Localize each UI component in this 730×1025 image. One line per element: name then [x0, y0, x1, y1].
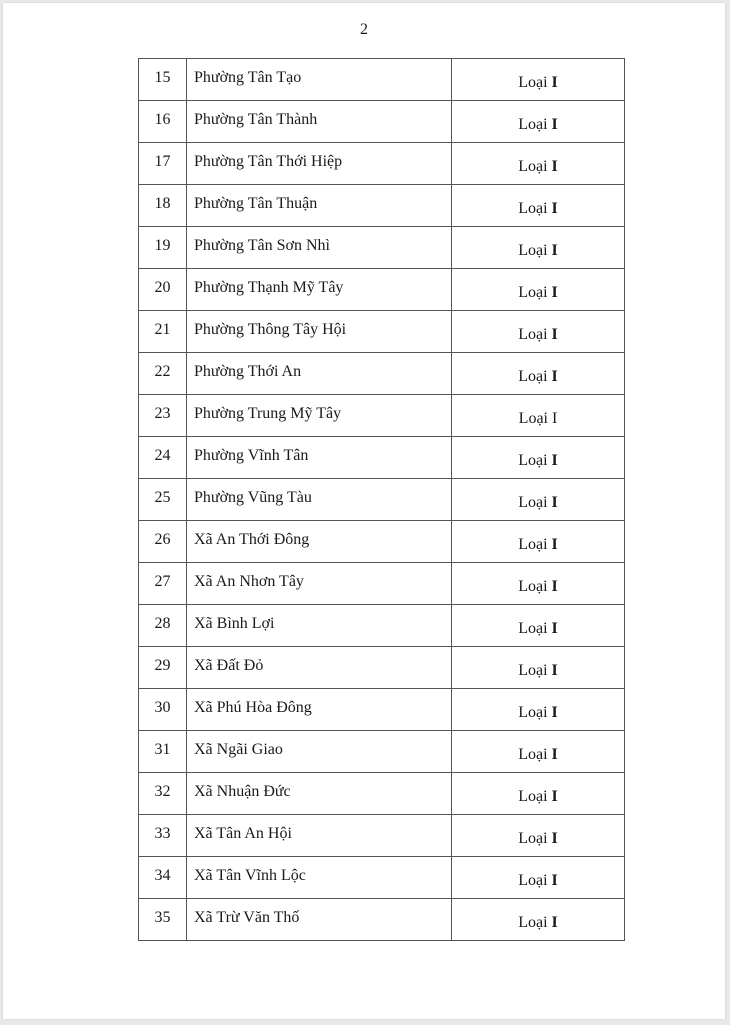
classification-word: Loại: [518, 871, 548, 889]
classification: [518, 620, 558, 637]
row-number-cell: [139, 311, 187, 353]
unit-name-cell: [187, 605, 452, 647]
row-number: 15: [154, 68, 171, 86]
row-number-cell: [139, 731, 187, 773]
unit-name-cell: [187, 563, 452, 605]
row-number-cell: [139, 185, 187, 227]
classification-grade: I: [551, 283, 558, 301]
unit-name: Xã An Nhơn Tây: [194, 572, 304, 590]
classification: [518, 914, 558, 931]
unit-name: Xã Bình Lợi: [194, 614, 275, 632]
table-row: [139, 689, 625, 731]
row-number-cell: [139, 353, 187, 395]
classification-grade: I: [551, 787, 558, 805]
classification: [518, 368, 558, 385]
row-number: 19: [154, 236, 171, 254]
classification-cell: [452, 395, 625, 437]
classification-cell: [452, 605, 625, 647]
classification-word: Loại: [518, 829, 548, 847]
row-number: 21: [154, 320, 171, 338]
classification: [518, 158, 558, 175]
unit-name: Phường Vĩnh Tân: [194, 446, 309, 464]
classification: [518, 326, 558, 343]
row-number-cell: [139, 521, 187, 563]
table-row: [139, 311, 625, 353]
row-number: 27: [154, 572, 171, 590]
classification-cell: [452, 815, 625, 857]
table-row: [139, 227, 625, 269]
table-row: [139, 605, 625, 647]
classification-cell: [452, 563, 625, 605]
unit-name-cell: [187, 437, 452, 479]
unit-name-cell: [187, 143, 452, 185]
row-number-cell: [139, 59, 187, 101]
classification-grade: I: [551, 241, 558, 259]
unit-name-cell: [187, 395, 452, 437]
classification-word: Loại: [518, 577, 548, 595]
classification-word: Loại: [518, 661, 548, 679]
unit-name: Phường Thới An: [194, 362, 302, 380]
row-number-cell: [139, 143, 187, 185]
classification-grade: I: [551, 745, 558, 763]
row-number-cell: [139, 773, 187, 815]
row-number-cell: [139, 689, 187, 731]
table-row: [139, 563, 625, 605]
classification-cell: [452, 437, 625, 479]
classification: [519, 410, 558, 427]
unit-name-cell: [187, 857, 452, 899]
row-number: 26: [154, 530, 171, 548]
classification-cell: [452, 353, 625, 395]
row-number-cell: [139, 605, 187, 647]
classification-grade: I: [551, 871, 558, 889]
unit-name: Xã Phú Hòa Đông: [194, 698, 312, 716]
classification-cell: [452, 521, 625, 563]
row-number: 33: [154, 824, 171, 842]
classification: [518, 788, 558, 805]
row-number: 30: [154, 698, 171, 716]
row-number: 29: [154, 656, 171, 674]
classification-cell: [452, 899, 625, 941]
classification-grade: I: [551, 451, 558, 469]
unit-name-cell: [187, 479, 452, 521]
unit-name: Phường Tân Sơn Nhì: [194, 236, 330, 254]
unit-name: Phường Thạnh Mỹ Tây: [194, 278, 344, 296]
unit-name: Xã An Thới Đông: [194, 530, 310, 548]
table-row: [139, 143, 625, 185]
classification-grade: I: [551, 535, 558, 553]
classification-word: Loại: [518, 115, 548, 133]
classification: [518, 116, 558, 133]
classification-word: Loại: [518, 535, 548, 553]
classification: [518, 452, 558, 469]
classification-grade: I: [551, 73, 558, 91]
classification: [518, 704, 558, 721]
classification-grade: I: [551, 115, 558, 133]
classification-word: Loại: [518, 451, 548, 469]
row-number-cell: [139, 647, 187, 689]
classification-word: Loại: [518, 493, 548, 511]
classification: [518, 830, 558, 847]
classification: [518, 872, 558, 889]
classification-cell: [452, 101, 625, 143]
table-row: [139, 185, 625, 227]
classification-word: Loại: [518, 703, 548, 721]
row-number: 35: [154, 908, 171, 926]
unit-name: Xã Nhuận Đức: [194, 782, 291, 800]
unit-name-cell: [187, 311, 452, 353]
classification-grade: I: [551, 829, 558, 847]
table-row: [139, 59, 625, 101]
row-number-cell: [139, 563, 187, 605]
row-number: 28: [154, 614, 171, 632]
classification-word: Loại: [518, 73, 548, 91]
unit-name-cell: [187, 59, 452, 101]
table-row: [139, 815, 625, 857]
unit-name-cell: [187, 521, 452, 563]
unit-name: Xã Tân Vĩnh Lộc: [194, 866, 306, 884]
classification-word: Loại: [518, 157, 548, 175]
row-number: 18: [154, 194, 171, 212]
row-number-cell: [139, 815, 187, 857]
unit-name-cell: [187, 773, 452, 815]
classification-grade: I: [552, 409, 558, 427]
table-body: [139, 59, 625, 941]
classification-word: Loại: [518, 283, 548, 301]
row-number-cell: [139, 227, 187, 269]
table-row: [139, 773, 625, 815]
classification-grade: I: [551, 367, 558, 385]
classification-grade: I: [551, 703, 558, 721]
unit-name: Xã Tân An Hội: [194, 824, 292, 842]
row-number-cell: [139, 899, 187, 941]
classification-table: [138, 58, 625, 941]
classification-cell: [452, 731, 625, 773]
row-number: 25: [154, 488, 171, 506]
classification: [518, 74, 558, 91]
unit-name-cell: [187, 227, 452, 269]
row-number: 23: [154, 404, 171, 422]
classification-word: Loại: [518, 409, 548, 427]
unit-name-cell: [187, 353, 452, 395]
classification-word: Loại: [518, 787, 548, 805]
unit-name: Phường Trung Mỹ Tây: [194, 404, 342, 422]
classification-cell: [452, 479, 625, 521]
table-row: [139, 395, 625, 437]
classification: [518, 284, 558, 301]
document-page: [3, 3, 725, 1019]
row-number: 24: [154, 446, 171, 464]
classification-cell: [452, 143, 625, 185]
classification-word: Loại: [518, 745, 548, 763]
classification: [518, 578, 558, 595]
table-row: [139, 437, 625, 479]
row-number-cell: [139, 269, 187, 311]
row-number: 32: [154, 782, 171, 800]
row-number-cell: [139, 857, 187, 899]
row-number: 34: [154, 866, 171, 884]
classification: [518, 200, 558, 217]
row-number-cell: [139, 101, 187, 143]
unit-name-cell: [187, 731, 452, 773]
classification: [518, 662, 558, 679]
table-row: [139, 521, 625, 563]
classification-cell: [452, 773, 625, 815]
classification-grade: I: [551, 577, 558, 595]
row-number: 31: [154, 740, 171, 758]
classification-grade: I: [551, 619, 558, 637]
row-number-cell: [139, 479, 187, 521]
row-number: 17: [154, 152, 171, 170]
unit-name-cell: [187, 899, 452, 941]
classification-cell: [452, 269, 625, 311]
classification-word: Loại: [518, 325, 548, 343]
classification-word: Loại: [518, 241, 548, 259]
table-row: [139, 731, 625, 773]
row-number: 22: [154, 362, 171, 380]
classification-cell: [452, 185, 625, 227]
classification-grade: I: [551, 199, 558, 217]
classification-grade: I: [551, 157, 558, 175]
classification-word: Loại: [518, 619, 548, 637]
classification: [518, 242, 558, 259]
table-row: [139, 353, 625, 395]
table-row: [139, 857, 625, 899]
table-row: [139, 899, 625, 941]
classification-grade: I: [551, 493, 558, 511]
unit-name: Phường Tân Tạo: [194, 68, 302, 86]
row-number: 16: [154, 110, 171, 128]
row-number-cell: [139, 437, 187, 479]
unit-name: Phường Vũng Tàu: [194, 488, 312, 506]
table-row: [139, 101, 625, 143]
classification-word: Loại: [518, 199, 548, 217]
unit-name: Phường Thông Tây Hội: [194, 320, 347, 338]
classification: [518, 746, 558, 763]
classification-cell: [452, 647, 625, 689]
unit-name: Phường Tân Thành: [194, 110, 318, 128]
classification-cell: [452, 227, 625, 269]
unit-name-cell: [187, 815, 452, 857]
classification-grade: I: [551, 661, 558, 679]
classification-cell: [452, 59, 625, 101]
classification-cell: [452, 689, 625, 731]
unit-name: Phường Tân Thới Hiệp: [194, 152, 343, 170]
table-row: [139, 647, 625, 689]
row-number: 20: [154, 278, 171, 296]
unit-name: Xã Ngãi Giao: [194, 740, 283, 758]
unit-name-cell: [187, 689, 452, 731]
classification: [518, 494, 558, 511]
unit-name-cell: [187, 101, 452, 143]
unit-name-cell: [187, 647, 452, 689]
table-row: [139, 269, 625, 311]
classification-grade: I: [551, 913, 558, 931]
classification-word: Loại: [518, 913, 548, 931]
classification-cell: [452, 311, 625, 353]
unit-name-cell: [187, 269, 452, 311]
table-row: [139, 479, 625, 521]
unit-name: Xã Trừ Văn Thố: [194, 908, 300, 926]
classification-cell: [452, 857, 625, 899]
unit-name-cell: [187, 185, 452, 227]
row-number-cell: [139, 395, 187, 437]
classification-word: Loại: [518, 367, 548, 385]
classification: [518, 536, 558, 553]
unit-name: Phường Tân Thuận: [194, 194, 318, 212]
unit-name: Xã Đất Đỏ: [194, 656, 264, 674]
page-number: 2: [360, 21, 368, 38]
classification-grade: I: [551, 325, 558, 343]
